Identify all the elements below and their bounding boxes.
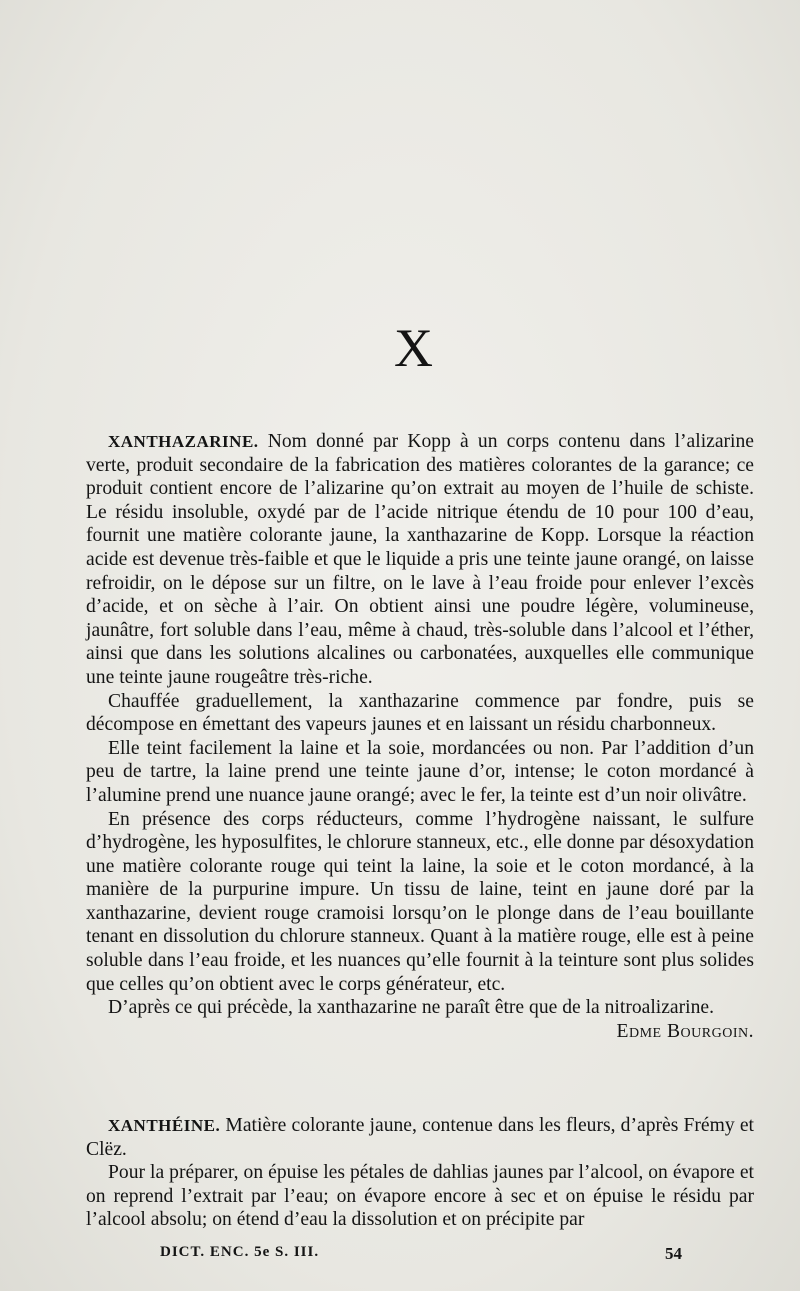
author-signature: Edme Bourgoin.: [616, 1020, 754, 1042]
entry-paragraph: [86, 1114, 754, 1161]
entry-xantheine: [86, 1114, 754, 1232]
page-number: 54: [665, 1244, 682, 1263]
entry-paragraph: [86, 430, 754, 690]
entry-paragraph: Chauffée graduellement, la xanthazarine commence par fondre, puis se décompose en émettant des vapeurs jaunes et en laissant un résidu charbonneux.: [86, 690, 754, 736]
paragraph-text: Matière colorante jaune, contenue dans les fleurs, d’après Frémy et Clëz.: [86, 1115, 754, 1160]
entry-headword: XANTHAZARINE.: [108, 432, 259, 451]
entry-headword: XANTHÉINE.: [108, 1116, 221, 1135]
paragraph-text: D’après ce qui précède, la xanthazarine ne paraît être que de la nitroalizarine.: [108, 997, 714, 1019]
entry-paragraph: [86, 996, 754, 1042]
footer-volume-reference: DICT. ENC. 5e S. III.: [160, 1244, 320, 1260]
entry-paragraph: Elle teint facilement la laine et la soie, mordancées ou non. Par l’addition d’un peu de tartre, la laine prend une teinte jaune d’or, intense; le coton mordancé à l’alumine prend une nuance jaune orangé; avec le fer, la teinte est d’un noir olivâtre.: [86, 737, 754, 806]
paragraph-text: Nom donné par Kopp à un corps contenu dans l’alizarine verte, produit secondaire de la fabrication des matières colorantes de la garance; ce produit contient encore de l’alizarine qu’on extrait au moyen de l’huile de schiste. Le résidu insoluble, oxydé par de l’acide nitrique étendu de 10 pour 100 d’eau, fournit une matière colorante jaune, la xanthazarine de Kopp. Lorsque la réaction acide est devenue très-faible et que le liquide a pris une teinte jaune orangé, on laisse refroidir, on le dépose sur un filtre, on le lave à l’eau froide pour enlever l’excès d’acide, et on sèche à l’air. On obtient ainsi une poudre légère, volumineuse, jaunâtre, fort soluble dans l’eau, même à chaud, très-soluble dans l’alcool et l’éther, ainsi que dans les solutions alcalines ou carbonatées, auxquelles elle communique une teinte jaune rougeâtre très-riche.: [86, 431, 754, 688]
section-letter: X: [394, 318, 433, 378]
entry-paragraph: En présence des corps réducteurs, comme l’hydrogène naissant, le sulfure d’hydrogène, les hyposulfites, le chlorure stanneux, etc., elle donne par désoxydation une matière colorante rouge qui teint la laine, la soie et le coton mordancé, à la manière de la purpurine impure. Un tissu de laine, teint en jaune doré par la xanthazarine, devient rouge cramoisi lorsqu’on le plonge dans de l’eau bouillante tenant en dissolution du chlorure stanneux. Quant à la matière rouge, elle est à peine soluble dans l’eau froide, et les nuances qu’elle fournit à la teinture sont plus solides que celles qu’on obtient avec le corps générateur, etc.: [86, 808, 754, 995]
entry-xanthazarine: [86, 430, 754, 1043]
entry-paragraph: Pour la préparer, on épuise les pétales de dahlias jaunes par l’alcool, on évapore et on reprend l’extrait par l’eau; on évapore encore à sec et on épuise le résidu par l’alcool absolu; on étend d’eau la dissolution et on précipite par: [86, 1162, 754, 1231]
